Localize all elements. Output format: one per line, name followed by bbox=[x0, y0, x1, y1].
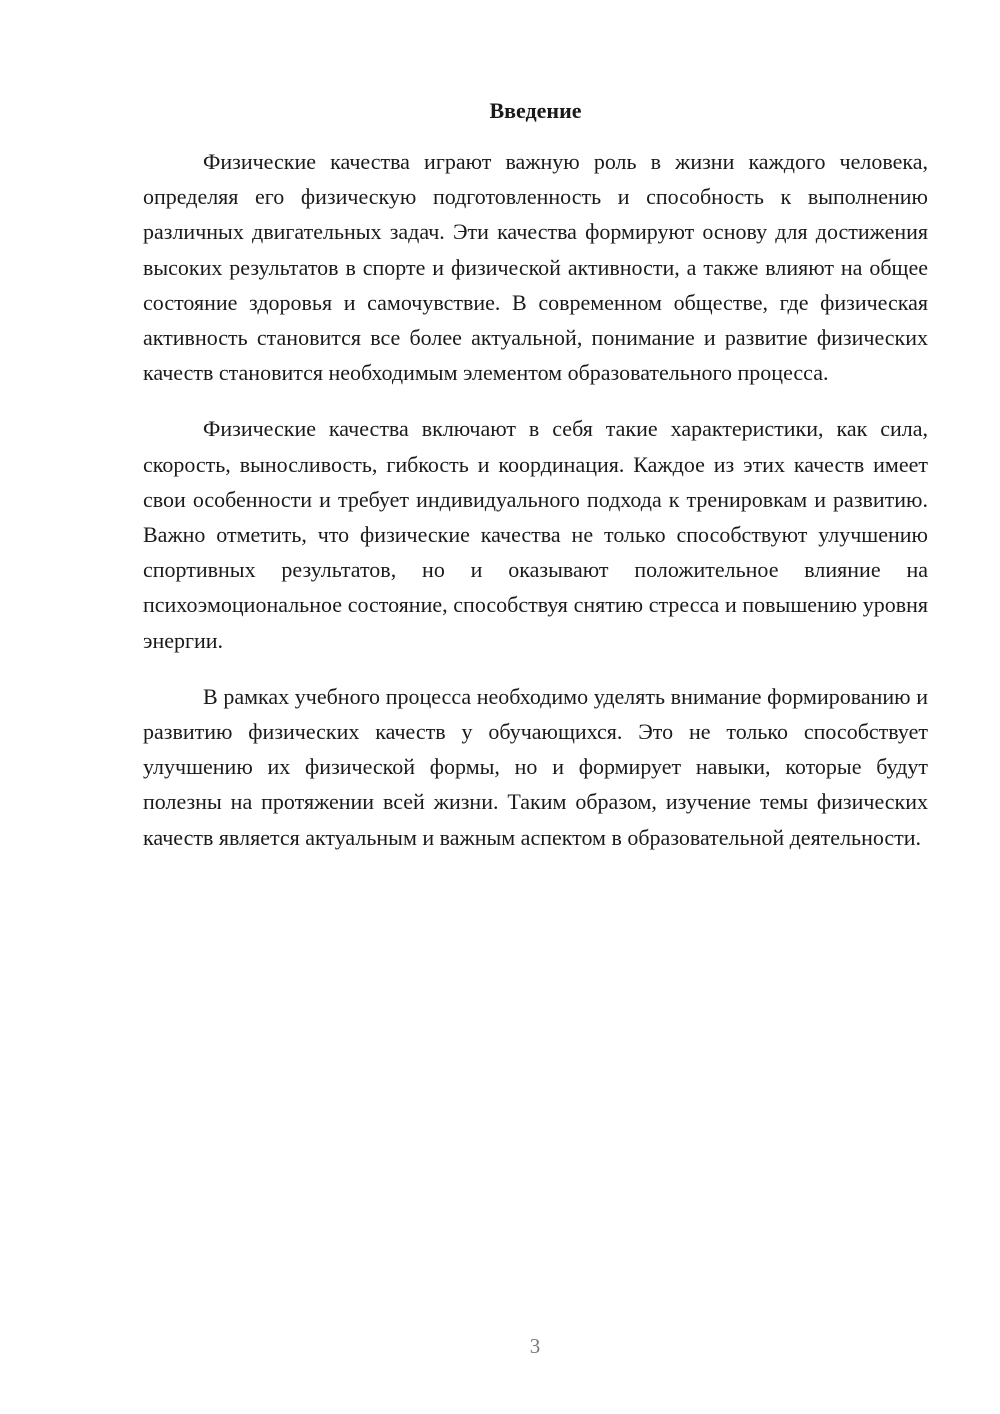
page-number: 3 bbox=[529, 1334, 541, 1358]
paragraph-1: Физические качества играют важную роль в жизни каждого человека, определяя его физическую подготовленность и способность к выполнению различных двигательных задач. Эти качества формируют основу для достижения высоких результатов в спорте и физической активности, а также влияют на общее состояние здоровья и самочувствие. В современном обществе, где физическая активность становится все более актуальной, понимание и развитие физических качеств становится необходимым элементом образовательного процесса. bbox=[143, 149, 928, 386]
paragraph-3: В рамках учебного процесса необходимо уделять внимание формированию и развитию физических качеств у обучающихся. Это не только способствует улучшению их физической формы, но и формирует навыки, которые будут полезны на протяжении всей жизни. Таким образом, изучение темы физических качеств является актуальным и важным аспектом в образовательной деятельности. bbox=[143, 683, 928, 850]
page-content bbox=[143, 96, 928, 876]
section-title: Введение bbox=[489, 98, 582, 123]
paragraph-2: Физические качества включают в себя такие характеристики, как сила, скорость, выносливость, гибкость и координация. Каждое из этих качеств имеет свои особенности и требует индивидуального подхода к тренировкам и развитию. Важно отметить, что физические качества не только способствуют улучшению спортивных результатов, но и оказывают положительное влияние на психоэмоциональное состояние, способствуя снятию стресса и повышению уровня энергии. bbox=[143, 416, 928, 653]
